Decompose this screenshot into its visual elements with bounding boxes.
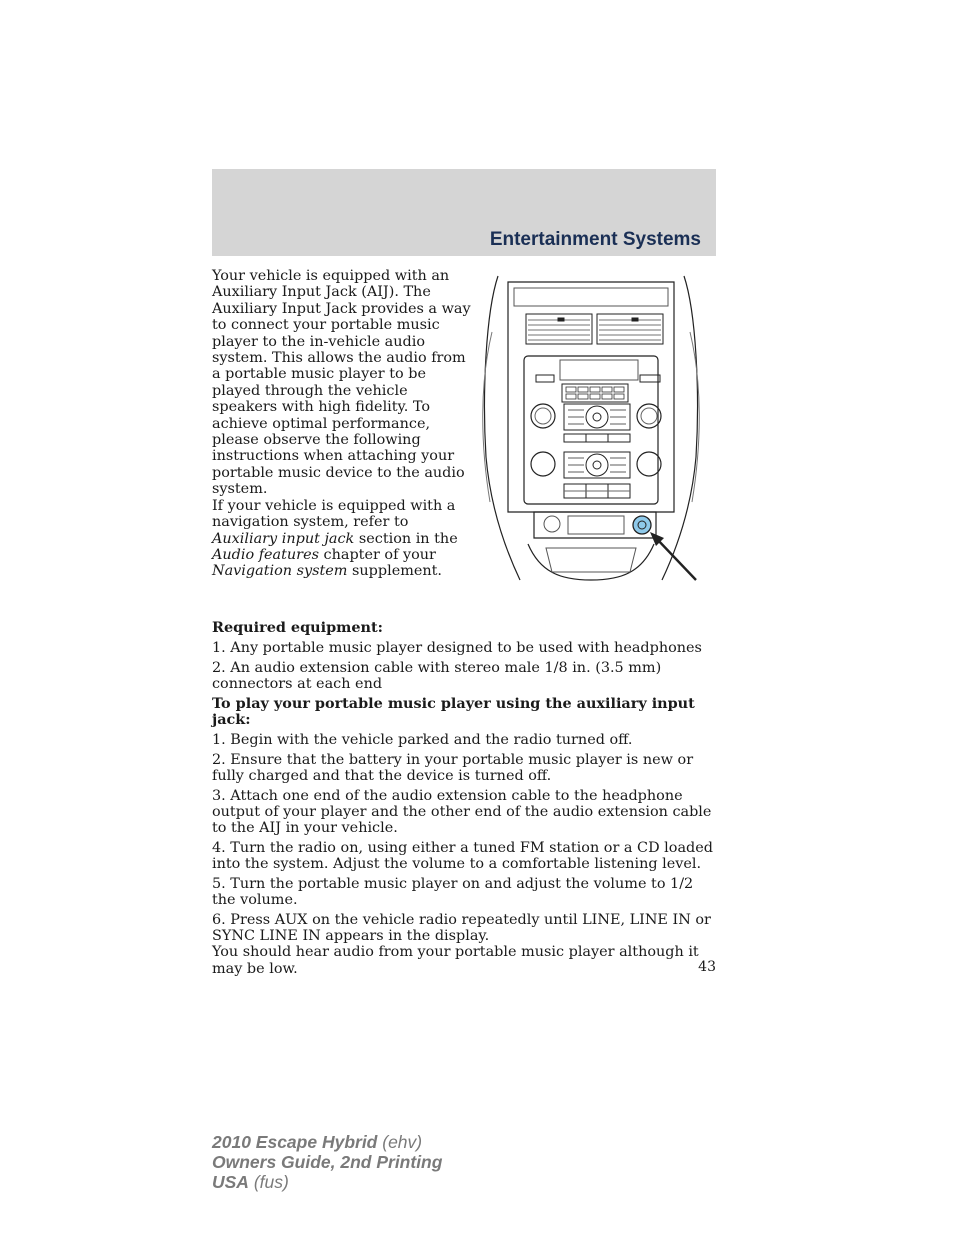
step-item: 5. Turn the portable music player on and adjust the volume to 1/2 the volume. [212, 875, 694, 909]
footer-line-2: Owners Guide, 2nd Printing [212, 1152, 443, 1172]
nav-ref-navigation-supplement: Navigation system [212, 563, 348, 580]
nav-ref-aij-section: Auxiliary input jack [212, 530, 355, 547]
nav-ref-audio-features: Audio features [212, 546, 319, 563]
footer-model-code: (ehv) [377, 1132, 423, 1152]
list-item: 2. An audio extension cable with stereo male 1/8 in. (3.5 mm) connectors at each end [212, 659, 662, 693]
intro-text [212, 268, 472, 580]
step-item: 3. Attach one end of the audio extension cable to the headphone output of your player and the other end of the audio extension cable to the AIJ in your vehicle. [212, 787, 712, 837]
footer-model: 2010 Escape Hybrid [212, 1132, 378, 1152]
instructions-body [212, 620, 718, 980]
section-header-band [212, 169, 716, 256]
list-item: 1. Any portable music player designed to be used with headphones [212, 640, 702, 657]
footer-market: USA [212, 1172, 249, 1192]
intro-paragraph: Your vehicle is equipped with an Auxiliary Input Jack (AIJ). The Auxiliary Input Jack provides a way to connect your portable music player to the in-vehicle audio system. This allows the audio from a portable music player to be played through the vehicle speakers with high fidelity. To achieve optimal performance, please observe the following instructions when attaching your portable music device to the audio system. [212, 268, 471, 498]
nav-ref-text: If your vehicle is equipped with a navigation system, refer to [212, 497, 456, 531]
section-title: Entertainment Systems [489, 229, 701, 250]
footer-line-1 [212, 1132, 442, 1152]
nav-ref-text: section in the [354, 530, 458, 547]
page-number: 43 [698, 959, 716, 975]
footer-market-code: (fus) [248, 1172, 289, 1192]
step-item: 6. Press AUX on the vehicle radio repeatedly until LINE, LINE IN or SYNC LINE IN appears in the display. [212, 911, 711, 944]
nav-ref-text: supplement. [347, 563, 442, 580]
navigation-reference-paragraph [212, 498, 472, 580]
center-console-illustration [480, 272, 702, 587]
nav-ref-text: chapter of your [318, 546, 436, 563]
closing-note: You should hear audio from your portable music player although it may be low. [212, 944, 699, 977]
step-item: 2. Ensure that the battery in your portable music player is new or fully charged and that the device is turned off. [212, 751, 694, 785]
step-item: 1. Begin with the vehicle parked and the radio turned off. [212, 732, 633, 749]
required-equipment-heading: Required equipment: [212, 619, 383, 636]
document-footer [212, 1132, 442, 1192]
footer-line-3 [212, 1172, 442, 1192]
step-item: 4. Turn the radio on, using either a tuned FM station or a CD loaded into the system. Adjust the volume to a comfortable listening level. [212, 839, 713, 873]
instructions-heading: To play your portable music player using the auxiliary input jack: [212, 694, 695, 729]
